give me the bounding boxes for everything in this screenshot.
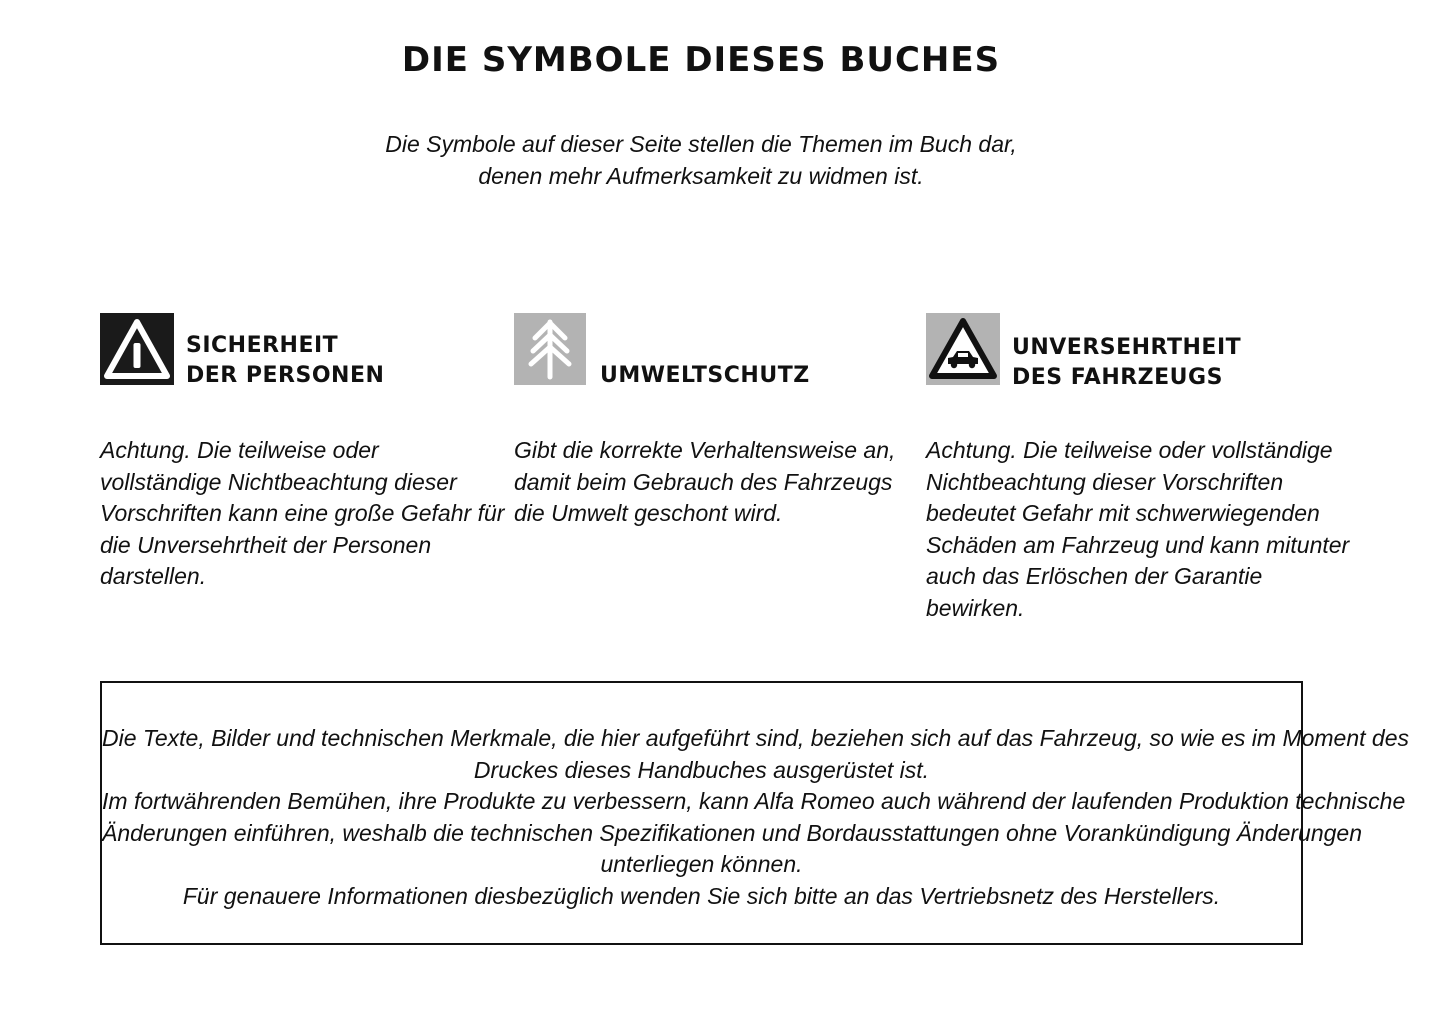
- section-description: [100, 435, 504, 593]
- section-description: [926, 435, 1349, 624]
- section-header: [514, 313, 894, 423]
- notice-line: Die Texte, Bilder und technischen Merkmale, die hier aufgeführt sind, beziehen sich auf das Fahrzeug, so wie es im Moment des: [102, 725, 1410, 751]
- intro-line: denen mehr Aufmerksamkeit zu widmen ist.: [478, 163, 924, 189]
- description-line: bedeutet Gefahr mit schwerwiegenden: [926, 500, 1320, 526]
- notice-line: Im fortwährenden Bemühen, ihre Produkte zu verbessern, kann Alfa Romeo auch während der laufenden Produktion technische: [102, 788, 1406, 814]
- description-line: Gibt die korrekte Verhaltensweise an,: [514, 437, 896, 463]
- section-heading-line: DER PERSONEN: [186, 363, 385, 388]
- description-line: auch das Erlöschen der Garantie: [926, 563, 1263, 589]
- description-line: bewirken.: [926, 594, 1025, 621]
- section-heading: [1012, 333, 1241, 393]
- description-line: Achtung. Die teilweise oder: [100, 437, 379, 463]
- car-warning-icon: [926, 313, 1000, 385]
- description-line: Schäden am Fahrzeug und kann mitunter: [926, 531, 1350, 558]
- description-line: Nichtbeachtung dieser Vorschriften: [926, 468, 1284, 495]
- notice-line: Änderungen einführen, weshalb die technischen Spezifikationen und Bordausstattungen ohne Vorankündigung Änderungen: [102, 819, 1362, 846]
- section-description: [514, 435, 895, 530]
- description-line: die Unversehrtheit der Personen: [100, 531, 432, 558]
- description-line: Vorschriften kann eine große Gefahr für: [100, 500, 505, 526]
- notice-text: [102, 723, 1410, 912]
- description-line: die Umwelt geschont wird.: [514, 500, 783, 526]
- section-heading-line: SICHERHEIT: [186, 333, 339, 358]
- description-line: vollständige Nichtbeachtung dieser: [100, 468, 457, 495]
- description-line: damit beim Gebrauch des Fahrzeugs: [514, 468, 893, 495]
- notice-line: Für genauere Informationen diesbezüglich wenden Sie sich bitte an das Vertriebsnetz des Herstellers.: [182, 882, 1221, 909]
- section-vehicle-integrity: [926, 313, 1350, 621]
- notice-box: [100, 681, 1410, 945]
- tree-icon: [514, 313, 588, 385]
- section-header: [926, 313, 1326, 423]
- section-personal-safety: [100, 313, 505, 589]
- section-environment: [514, 313, 896, 526]
- section-heading-line: UNVERSEHRTHEIT: [1012, 335, 1242, 360]
- section-heading: [600, 361, 810, 391]
- description-line: Achtung. Die teilweise oder vollständige: [926, 437, 1333, 463]
- description-line: darstellen.: [100, 563, 207, 589]
- section-heading-line: DES FAHRZEUGS: [1012, 365, 1223, 390]
- section-header: [100, 313, 480, 423]
- section-heading-line: UMWELTSCHUTZ: [600, 363, 810, 388]
- warning-triangle-icon: [100, 313, 174, 385]
- intro-text: [0, 128, 1402, 192]
- notice-line: Druckes dieses Handbuches ausgerüstet ist.: [473, 756, 930, 783]
- page-title: DIE SYMBOLE DIESES BUCHES: [401, 40, 1001, 80]
- notice-line: unterliegen können.: [600, 851, 803, 877]
- intro-line: Die Symbole auf dieser Seite stellen die Themen im Buch dar,: [385, 131, 1017, 157]
- section-heading: [186, 331, 384, 391]
